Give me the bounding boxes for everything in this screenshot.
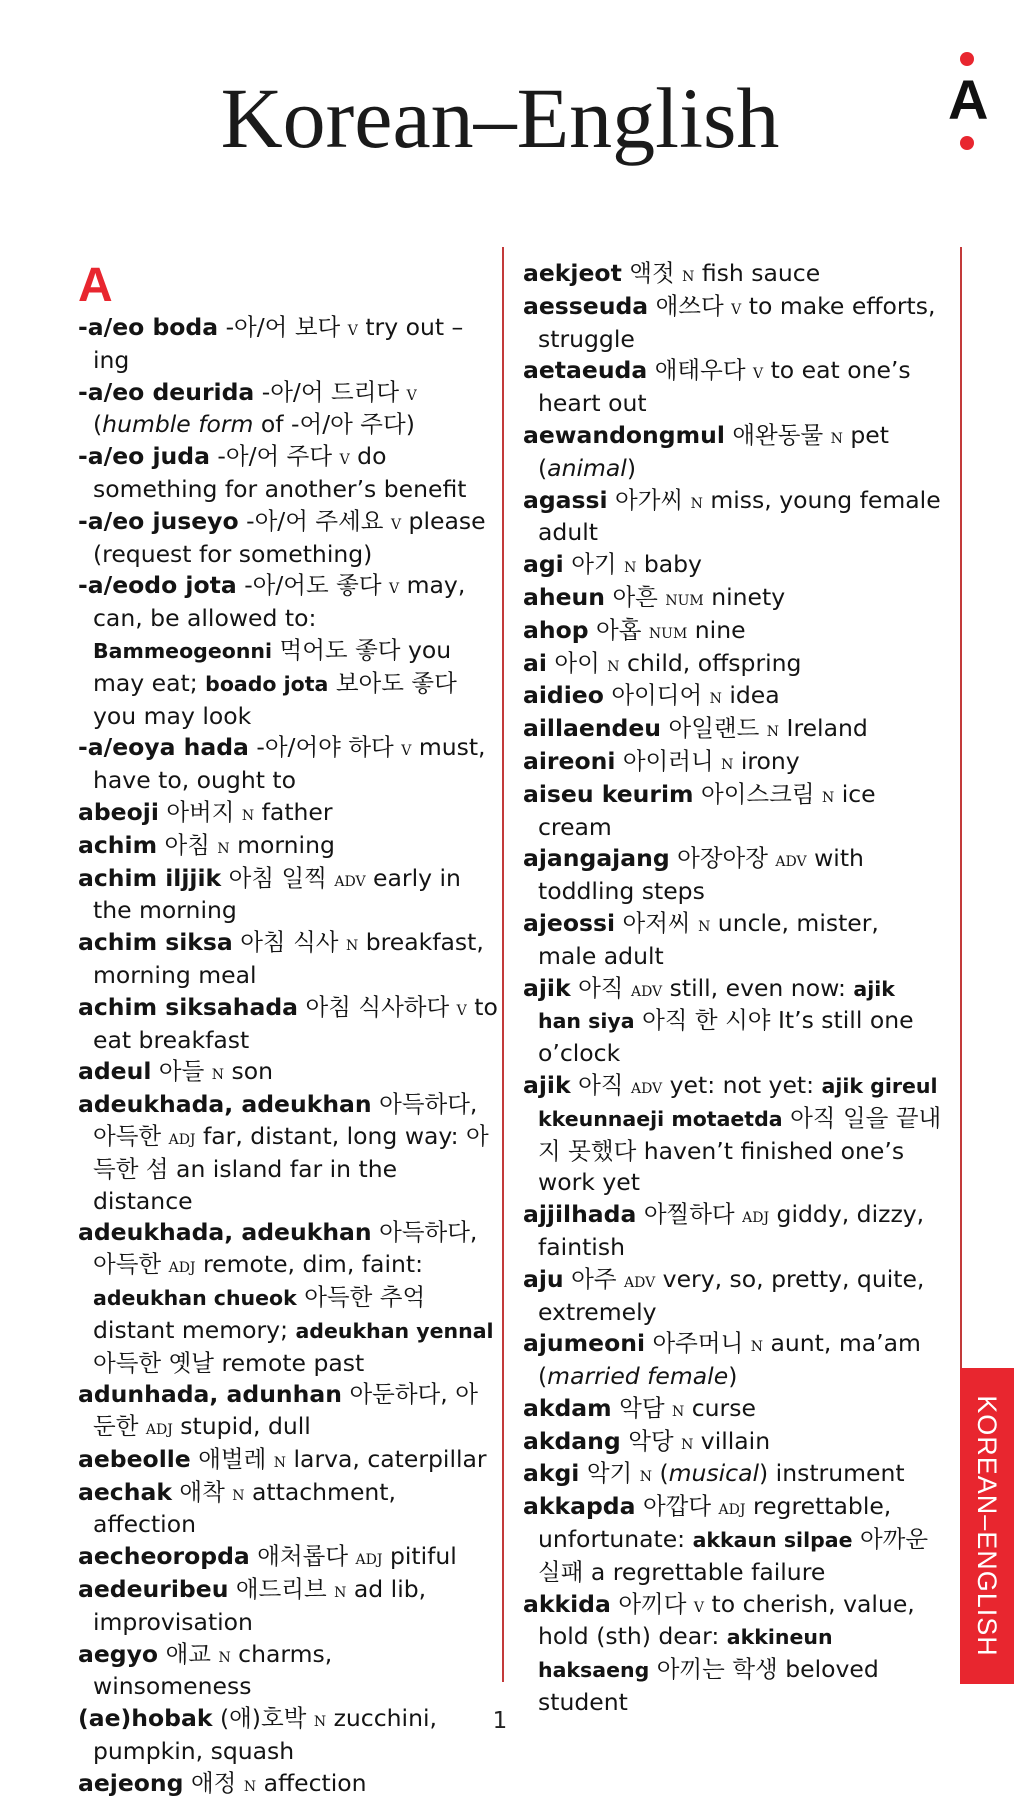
entry-text: baby — [636, 550, 702, 579]
part-of-speech: v — [389, 574, 400, 599]
entry-text: -아/어 주세요 — [238, 506, 391, 535]
example-phrase: ajik gireul kkeunnaeji motaetda — [538, 1073, 938, 1131]
headword: -a/eo deurida — [78, 377, 255, 406]
dictionary-entry — [523, 1589, 943, 1719]
entry-text: early in the morning — [93, 863, 461, 925]
dictionary-entry — [523, 908, 943, 973]
entry-text: ( — [93, 410, 103, 439]
entry-text: to eat breakfast — [93, 992, 498, 1054]
headword: aebeolle — [78, 1444, 191, 1473]
headword: aesseuda — [523, 291, 649, 320]
dictionary-entry — [78, 506, 498, 571]
headword: aireoni — [523, 746, 616, 775]
entry-text: 아이디어 — [603, 681, 710, 710]
entry-text: 아침 — [157, 830, 218, 859]
entry-text: ninety — [703, 582, 786, 611]
headword: akdang — [523, 1426, 621, 1455]
entry-text: to make efforts, struggle — [538, 291, 936, 353]
entry-text: try out –ing — [93, 313, 464, 374]
part-of-speech: num — [648, 618, 688, 643]
dictionary-entry — [523, 615, 943, 648]
headword: adeukhada, adeukhan — [78, 1218, 372, 1247]
entry-text: larva, caterpillar — [286, 1444, 487, 1473]
entry-text: curse — [684, 1393, 756, 1422]
entry-text: miss, young female adult — [538, 485, 941, 547]
headword: aedeuribeu — [78, 1575, 229, 1604]
entry-text: idea — [721, 681, 780, 710]
entry-text: 아기 — [563, 550, 625, 579]
entry-text: ) instrument — [759, 1459, 905, 1488]
entry-text: -아/어 주다 — [209, 442, 340, 471]
entry-text: 아찔하다 — [636, 1200, 743, 1229]
dictionary-entry — [523, 1393, 943, 1426]
entry-text: 아직 한 시야 It’s still one o’clock — [538, 1006, 914, 1068]
entry-text: 애처롭다 — [249, 1542, 356, 1571]
part-of-speech: v — [339, 445, 350, 470]
section-letter: A — [78, 259, 113, 312]
entry-text: 애교 — [158, 1639, 219, 1668]
dictionary-entry — [78, 1217, 498, 1379]
entry-text: attachment, affection — [93, 1477, 396, 1539]
headword: achim siksahada — [78, 992, 299, 1021]
entry-text: fish sauce — [694, 259, 821, 287]
headword: agi — [523, 550, 564, 579]
headword: aekjeot — [523, 259, 622, 287]
example-phrase: akkaun silpae — [692, 1528, 853, 1553]
headword: aheun — [523, 582, 605, 611]
entry-text: 아저씨 — [615, 908, 699, 937]
headword: ajik — [523, 973, 571, 1002]
dictionary-entry — [78, 441, 498, 506]
part-of-speech: v — [456, 995, 467, 1020]
entry-text: ad lib, improvisation — [93, 1575, 427, 1636]
dictionary-entry — [78, 1574, 498, 1639]
dictionary-entry — [78, 927, 498, 992]
dictionary-entry — [523, 779, 943, 844]
entry-text: remote, dim, faint: — [195, 1250, 423, 1279]
part-of-speech: adv — [334, 866, 366, 891]
part-of-speech: n — [232, 1480, 245, 1505]
entry-text: 아주머니 — [645, 1329, 751, 1358]
part-of-speech: num — [665, 585, 704, 610]
headword: achim — [78, 830, 158, 859]
dictionary-entry — [78, 1089, 498, 1217]
part-of-speech: n — [211, 1060, 224, 1085]
headword: ajik — [523, 1070, 571, 1099]
dictionary-entry — [523, 843, 943, 908]
headword: -a/eoya hada — [78, 733, 249, 762]
headword: -a/eo juseyo — [78, 506, 239, 535]
dictionary-entry — [78, 1056, 498, 1089]
entry-text: 애완동물 — [724, 420, 831, 449]
entry-text: 아침 식사 — [232, 928, 346, 957]
headword: ahop — [523, 615, 589, 644]
entry-text: 애착 — [171, 1477, 233, 1506]
example-phrase: boado jota — [205, 671, 329, 696]
part-of-speech: adv — [624, 1267, 656, 1292]
entry-text: zucchini, pumpkin, squash — [93, 1704, 437, 1766]
dictionary-entry — [78, 732, 498, 797]
part-of-speech: n — [830, 423, 843, 448]
column-divider — [502, 247, 504, 1682]
entry-text: 아득하다, 아득한 — [93, 1090, 478, 1150]
headword: achim siksa — [78, 928, 233, 957]
entry-text: stupid, dull — [172, 1412, 311, 1441]
entry-text: 아이 — [546, 648, 608, 677]
entry-text: 보아도 좋다 you may look — [93, 668, 457, 730]
entry-text: morning — [229, 830, 335, 859]
part-of-speech: v — [406, 380, 417, 405]
example-phrase: adeukhan yennal — [295, 1318, 494, 1343]
entry-text: ) — [728, 1362, 738, 1391]
entry-text: 애정 — [183, 1768, 244, 1797]
headword: akkida — [523, 1589, 611, 1618]
entry-text: 애태우다 — [647, 356, 753, 385]
part-of-speech: adj — [168, 1124, 196, 1149]
entry-text: 아이러니 — [615, 746, 722, 775]
example-phrase: ajik han siya — [538, 976, 895, 1034]
headword: abeoji — [78, 797, 159, 826]
dictionary-entry — [523, 1070, 943, 1199]
dictionary-entry — [78, 1477, 498, 1542]
entry-text: may, can, be allowed to: — [93, 571, 466, 633]
dictionary-entry — [78, 1379, 498, 1444]
headword: aetaeuda — [523, 356, 648, 385]
entry-text: child, offspring — [619, 648, 802, 677]
entry-text: villain — [693, 1426, 771, 1455]
entry-text: -아/어야 하다 — [248, 733, 402, 762]
entry-text: charms, winsomeness — [93, 1639, 333, 1701]
entry-text: pitiful — [382, 1542, 457, 1571]
part-of-speech: n — [750, 1332, 763, 1357]
headword: akdam — [523, 1393, 612, 1422]
thumb-index-label: KOREAN–ENGLISH — [972, 1395, 1002, 1657]
part-of-speech: n — [721, 749, 734, 774]
dictionary-entry — [78, 570, 498, 732]
entry-text: 악당 — [620, 1426, 682, 1455]
part-of-speech: v — [753, 359, 764, 384]
entry-text: 아일랜드 — [661, 714, 767, 743]
part-of-speech: n — [313, 1707, 327, 1732]
headword: aiseu keurim — [523, 779, 694, 808]
entry-text: 액젓 — [621, 259, 683, 287]
dictionary-entry — [523, 1264, 943, 1329]
part-of-speech: adj — [718, 1495, 746, 1520]
italic-note: animal — [547, 453, 627, 482]
entry-text: 아흔 — [605, 582, 666, 611]
dictionary-entry — [523, 713, 943, 746]
dictionary-entry — [523, 973, 943, 1070]
entry-text: to cherish, value, hold (sth) dear: — [538, 1589, 915, 1651]
headword: (ae)hobak — [78, 1704, 213, 1733]
entry-text: 아홉 — [588, 615, 649, 644]
headword: ajangajang — [523, 844, 670, 873]
dictionary-entry — [523, 1426, 943, 1459]
entry-text: 아들 — [151, 1057, 212, 1086]
part-of-speech: n — [709, 684, 722, 709]
headword: ajeossi — [523, 908, 616, 937]
entry-text: 아득한 옛날 remote past — [93, 1348, 365, 1377]
example-phrase: adeukhan chueok — [93, 1285, 297, 1310]
dictionary-entry — [78, 1639, 498, 1704]
headword: -a/eo boda — [78, 313, 219, 341]
section-marker — [948, 52, 988, 162]
part-of-speech: v — [401, 736, 412, 761]
entry-text: of -어/아 주다) — [253, 410, 415, 439]
part-of-speech: n — [682, 262, 695, 286]
part-of-speech: n — [243, 1771, 257, 1796]
entry-text: ice cream — [538, 779, 876, 841]
entry-text: very, so, pretty, quite, extremely — [538, 1264, 925, 1326]
headword: aejeong — [78, 1768, 184, 1797]
entry-text: 아둔하다, 아둔한 — [93, 1380, 478, 1441]
dictionary-entry — [523, 355, 943, 420]
dictionary-entry — [78, 1541, 498, 1574]
entry-text: 아장아장 — [669, 844, 776, 873]
part-of-speech: n — [672, 1396, 685, 1421]
dictionary-entry — [523, 291, 943, 356]
part-of-speech: adv — [630, 1073, 663, 1098]
headword: adeukhada, adeukhan — [78, 1090, 372, 1119]
entry-text: (애)호박 — [212, 1704, 314, 1733]
part-of-speech: adv — [630, 976, 663, 1001]
part-of-speech: n — [639, 1462, 652, 1487]
dictionary-entry — [78, 992, 498, 1057]
entry-text: -아/어 드리다 — [254, 377, 407, 406]
dictionary-entry — [78, 863, 498, 928]
entry-text: far, distant, long way: 아득한 섬 an island far in the distance — [93, 1121, 489, 1215]
thumb-index-tab — [960, 1368, 1014, 1684]
part-of-speech: n — [607, 651, 620, 676]
dictionary-entry — [523, 1328, 943, 1393]
headword: ai — [523, 648, 547, 677]
headword: akgi — [523, 1459, 580, 1488]
entry-text: 아깝다 — [635, 1492, 719, 1521]
dictionary-entry — [523, 1458, 943, 1491]
italic-note: married female — [547, 1362, 729, 1391]
part-of-speech: n — [681, 1429, 694, 1454]
part-of-speech: v — [347, 316, 358, 340]
part-of-speech: n — [241, 800, 255, 825]
dictionary-entry — [78, 1768, 498, 1801]
entry-text: ) — [626, 453, 636, 482]
dictionary-entry — [523, 746, 943, 779]
page-number: 1 — [492, 1708, 508, 1734]
dictionary-entry — [523, 485, 943, 550]
headword: -a/eodo jota — [78, 571, 237, 600]
entry-text: aunt, ma’am ( — [538, 1329, 921, 1391]
entry-text: affection — [256, 1768, 367, 1797]
entry-text: nine — [687, 615, 746, 644]
dictionary-entry — [523, 258, 943, 291]
headword: achim iljjik — [78, 863, 222, 892]
part-of-speech: adj — [742, 1203, 770, 1228]
entry-text: 아침 일찍 — [221, 863, 335, 892]
headword: akkapda — [523, 1492, 636, 1521]
entry-text: 악담 — [611, 1393, 672, 1422]
example-phrase: akkineun haksaeng — [538, 1625, 833, 1683]
entry-text: -아/어 보다 — [218, 313, 348, 341]
part-of-speech: n — [334, 1578, 347, 1603]
entry-text: yet: not yet: — [662, 1070, 822, 1099]
dictionary-entry — [523, 420, 943, 485]
entry-text: Ireland — [779, 714, 868, 743]
headword: aechak — [78, 1477, 172, 1506]
entry-text: irony — [733, 746, 800, 775]
italic-note: musical — [668, 1459, 760, 1488]
part-of-speech: n — [273, 1447, 287, 1472]
entry-text: 악기 — [579, 1459, 640, 1488]
entry-text: must, have to, ought to — [93, 733, 486, 795]
part-of-speech: n — [822, 782, 835, 807]
entry-text: son — [224, 1057, 273, 1086]
italic-note: humble form — [102, 410, 254, 439]
headword: -a/eo juda — [78, 442, 210, 471]
right-column — [523, 258, 943, 1719]
headword: aju — [523, 1264, 564, 1293]
entry-text: 아끼다 — [610, 1589, 694, 1618]
entry-text: 아가씨 — [607, 485, 691, 514]
dictionary-entry — [523, 1491, 943, 1588]
part-of-speech: adv — [775, 847, 807, 872]
part-of-speech: adj — [355, 1545, 383, 1570]
entry-text: father — [254, 797, 333, 826]
entry-text: 먹어도 좋다 you may eat; — [93, 635, 452, 697]
headword: ajumeoni — [523, 1329, 645, 1358]
headword: ajjilhada — [523, 1200, 637, 1229]
headword: aegyo — [78, 1639, 159, 1668]
entry-text: breakfast, morning meal — [93, 928, 484, 989]
entry-text: -아/어도 좋다 — [236, 571, 390, 600]
entry-text: to eat one’s heart out — [538, 356, 911, 418]
entry-text: 아까운 실패 a regrettable failure — [538, 1525, 929, 1586]
marker-letter: A — [948, 68, 989, 131]
entry-text: 애드리브 — [228, 1575, 335, 1604]
dictionary-entry — [78, 377, 498, 442]
example-phrase: Bammeogeonni — [93, 638, 273, 663]
part-of-speech: n — [345, 931, 359, 956]
entry-text: 아침 식사하다 — [298, 992, 457, 1021]
part-of-speech: v — [731, 294, 742, 319]
headword: aecheoropda — [78, 1542, 250, 1571]
entry-text: 애벌레 — [190, 1444, 274, 1473]
part-of-speech: adj — [168, 1253, 196, 1278]
entry-text: 아득한 추억 distant memory; — [93, 1282, 426, 1344]
entry-text: 아득하다, 아득한 — [93, 1218, 478, 1279]
dictionary-entry — [78, 1444, 498, 1477]
entry-text: 애쓰다 — [648, 291, 732, 320]
entry-text: 아주 — [563, 1264, 624, 1293]
part-of-speech: v — [390, 509, 402, 534]
headword: agassi — [523, 485, 608, 514]
entry-text: 아직 일을 끝내지 못했다 haven’t finished one’s work yet — [538, 1103, 942, 1197]
entry-text: 아직 — [570, 1070, 631, 1099]
headword: adunhada, adunhan — [78, 1380, 342, 1409]
part-of-speech: n — [624, 553, 637, 578]
headword: adeul — [78, 1057, 152, 1086]
entry-text: regrettable, unfortunate: — [538, 1492, 892, 1554]
part-of-speech: n — [218, 1642, 231, 1667]
left-column — [78, 312, 498, 1801]
entry-text: 아이스크림 — [693, 779, 823, 808]
dictionary-entry — [78, 830, 498, 863]
dictionary-entry — [523, 648, 943, 681]
entry-text: pet ( — [538, 420, 889, 482]
entry-text: giddy, dizzy, faintish — [538, 1200, 925, 1261]
entry-text: with toddling steps — [538, 844, 864, 906]
part-of-speech: n — [217, 833, 230, 858]
dictionary-entry — [78, 312, 498, 377]
dictionary-entry — [78, 797, 498, 830]
dictionary-entry — [523, 582, 943, 615]
dictionary-entry — [523, 549, 943, 582]
entry-text: do something for another’s benefit — [93, 442, 467, 503]
dictionary-entry — [523, 680, 943, 713]
headword: aewandongmul — [523, 420, 725, 449]
headword: aillaendeu — [523, 714, 662, 743]
headword: aidieo — [523, 681, 604, 710]
part-of-speech: v — [693, 1592, 705, 1617]
dictionary-entry — [523, 1199, 943, 1264]
entry-text: ( — [651, 1459, 669, 1488]
entry-text: 아버지 — [158, 797, 242, 826]
entry-text: still, even now: — [662, 973, 854, 1002]
page-title: Korean–English — [220, 70, 780, 166]
entry-text: 아끼는 학생 beloved student — [538, 1655, 879, 1717]
entry-text: please (request for something) — [93, 506, 486, 568]
part-of-speech: n — [698, 911, 711, 936]
marker-dot-top — [960, 52, 974, 66]
part-of-speech: adj — [145, 1415, 173, 1440]
part-of-speech: n — [766, 717, 780, 742]
part-of-speech: n — [690, 488, 703, 513]
entry-text: 아직 — [570, 973, 631, 1002]
entry-text: uncle, mister, male adult — [538, 908, 879, 970]
marker-dot-bottom — [960, 136, 974, 150]
